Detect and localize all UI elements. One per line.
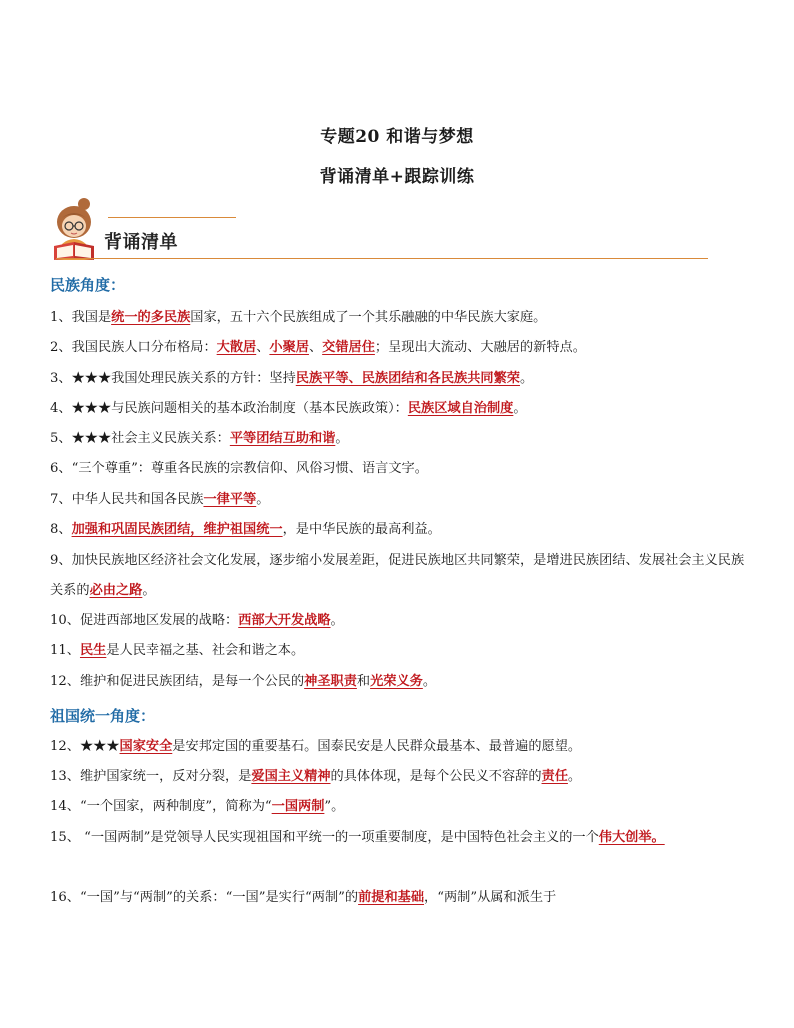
list-item [50, 792, 750, 822]
highlighted-term: 一律平等 [203, 492, 257, 507]
highlighted-term: 加强和巩固民族团结，维护祖国统一 [71, 522, 283, 537]
item-text: 11、 [50, 643, 80, 658]
highlighted-term: 责任 [541, 769, 568, 784]
item-text: 、 [308, 340, 323, 355]
item-text: ，“两制”从属和派生于 [424, 890, 557, 905]
item-text: 14、“一个国家，两种制度”，简称为“ [50, 799, 272, 814]
page-title: 专题20 和谐与梦想 [320, 127, 474, 147]
highlighted-term: 前提和基础 [358, 890, 425, 905]
item-text: ，是中华民族的最高利益。 [282, 522, 441, 537]
item-text: 15、 “一国两制”是党领导人民实现祖国和平统一的一项重要制度，是中国特色社会主义的一个 [50, 830, 599, 845]
item-text: 3、★★★我国处理民族关系的方针：坚持 [50, 371, 296, 386]
section-heading-ethnic: 民族角度： [50, 276, 126, 294]
highlighted-term: 小聚居 [269, 340, 309, 355]
item-text: 13、维护国家统一，反对分裂，是 [50, 769, 252, 784]
item-text: 的具体体现，是每个公民义不容辞的 [330, 769, 542, 784]
item-text: 。 [335, 431, 349, 446]
section-heading-reunification: 祖国统一角度： [50, 707, 156, 725]
highlighted-term: 爱国主义精神 [251, 769, 331, 784]
girl-reading-icon [46, 196, 106, 260]
list-item [50, 546, 750, 606]
item-text: 5、★★★社会主义民族关系： [50, 431, 230, 446]
item-text: 4、★★★与民族问题相关的基本政治制度（基本民族政策）： [50, 401, 408, 416]
page-subtitle: 背诵清单+跟踪训练 [319, 167, 475, 187]
highlighted-term: 平等团结互助和谐 [229, 431, 336, 446]
item-text: 。 [513, 401, 527, 416]
list-item [50, 667, 750, 697]
item-text: 2、我国民族人口分布格局： [50, 340, 217, 355]
list-item [50, 303, 750, 333]
item-text: 12、★★★ [50, 739, 120, 754]
item-text: 6、“三个尊重”：尊重各民族的宗教信仰、风俗习惯、语言文字。 [50, 461, 428, 476]
item-text: 7、中华人民共和国各民族 [50, 492, 204, 507]
highlighted-term: 民生 [79, 643, 107, 658]
list-item [50, 454, 750, 484]
item-text: 国家，五十六个民族组成了一个其乐融融的中华民族大家庭。 [190, 310, 547, 325]
banner-label: 背诵清单 [104, 232, 178, 253]
highlighted-term: 大散居 [216, 340, 257, 355]
item-text: 。 [422, 674, 437, 689]
list-item [50, 732, 750, 762]
item-text: 是安邦定国的重要基石。国泰民安是人民群众最基本、最普遍的愿望。 [172, 739, 582, 754]
item-text: 。 [330, 613, 344, 628]
list-item [50, 636, 750, 666]
highlighted-term: 统一的多民族 [111, 310, 191, 325]
highlighted-term: 交错居住 [322, 340, 375, 355]
item-text: 和 [356, 674, 371, 689]
item-text: 。 [256, 492, 270, 507]
highlighted-term: 伟大创举。 [598, 830, 665, 845]
list-item [50, 606, 750, 636]
item-text: 。 [519, 371, 534, 386]
highlighted-term: 一国两制 [271, 799, 325, 814]
highlighted-term: 神圣职责 [304, 674, 357, 689]
list-item [50, 424, 750, 454]
item-text: 12、维护和促进民族团结，是每一个公民的 [50, 674, 305, 689]
item-text: ；呈现出大流动、大融居的新特点。 [374, 340, 586, 355]
list-item [50, 394, 750, 424]
item-text: 。 [142, 583, 156, 598]
list-item [50, 333, 750, 363]
highlighted-term: 民族区域自治制度 [407, 401, 514, 416]
list-item [50, 883, 750, 913]
item-text: 10、促进西部地区发展的战略： [50, 613, 239, 628]
item-text: 是人民幸福之基、社会和谐之本。 [106, 643, 305, 658]
highlighted-term: 西部大开发战略 [238, 613, 331, 628]
item-text: 1、我国是 [50, 310, 112, 325]
list-item [50, 364, 750, 394]
list-item [50, 823, 750, 853]
section-banner [46, 196, 708, 262]
list-item [50, 515, 750, 545]
item-text: 。 [567, 769, 582, 784]
highlighted-term: 民族平等、民族团结和各民族共同繁荣 [295, 371, 520, 386]
item-text: 、 [256, 340, 270, 355]
highlighted-term: 国家安全 [119, 739, 173, 754]
item-text: 16、“一国”与“两制”的关系：“一国”是实行“两制”的 [50, 890, 359, 905]
item-text: 8、 [50, 522, 72, 537]
highlighted-term: 必由之路 [89, 583, 143, 598]
highlighted-term: 光荣义务 [370, 674, 423, 689]
list-item [50, 485, 750, 515]
item-text: ”。 [324, 799, 345, 814]
item-text: 9、加快民族地区经济社会文化发展，逐步缩小发展差距，促进民族地区共同繁荣，是增进民族团结、发展社会主义民族关系的 [50, 553, 745, 598]
list-item [50, 762, 750, 792]
